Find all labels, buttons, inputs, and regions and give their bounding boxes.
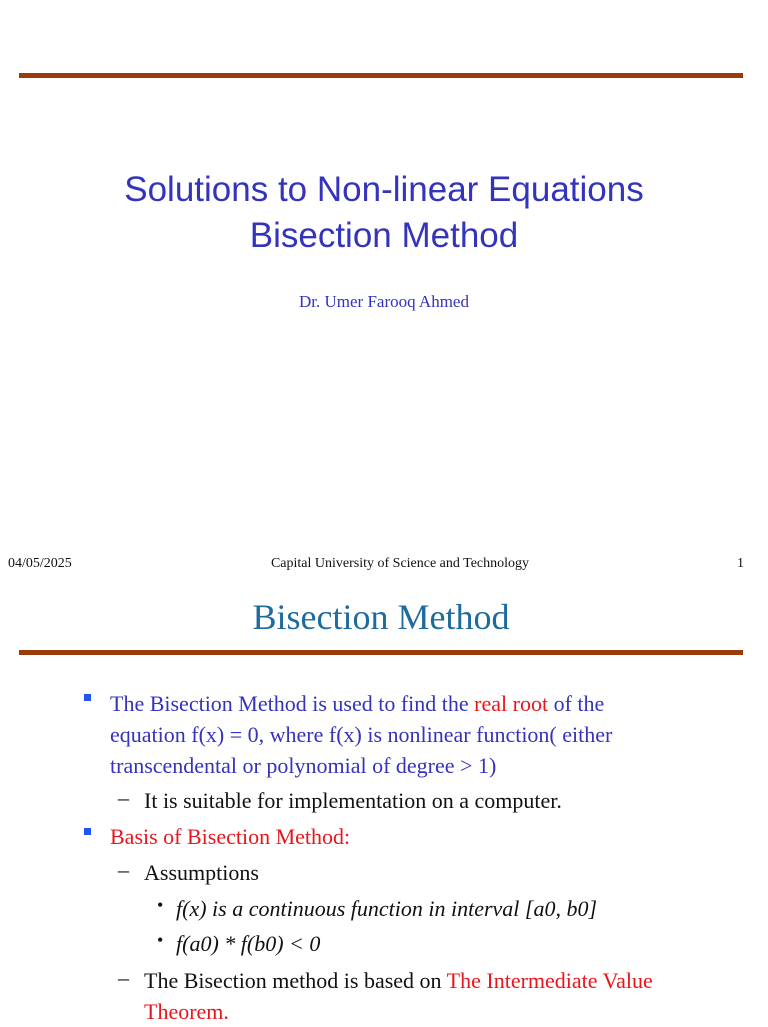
dash-bullet-icon: – — [118, 965, 129, 990]
dot-bullet-icon: • — [157, 930, 164, 950]
bullet-1-line-2: equation f(x) = 0, where f(x) is nonlinear function( either — [110, 722, 613, 747]
footer-institution: Capital University of Science and Technology — [270, 556, 530, 571]
ivt-text: The Bisection method is based on — [144, 968, 447, 993]
sub-bullet-ivt-line-1 — [144, 965, 653, 996]
dash-bullet-icon: – — [118, 857, 129, 882]
assumption-continuous: f(x) is a continuous function in interval [a0, b0] — [176, 896, 598, 921]
bullet-1-line-1 — [110, 688, 604, 719]
bullet-1-text: The Bisection Method is used to find the — [110, 691, 475, 716]
slide-title-line-2: Bisection Method — [249, 216, 519, 255]
bullet-1-line-3: transcendental or polynomial of degree > 1) — [110, 753, 497, 778]
ivt-highlight: The Intermediate Value — [446, 968, 653, 993]
slide-title-line-1: Solutions to Non-linear Equations — [124, 170, 644, 209]
basis-heading: Basis of Bisection Method: — [110, 824, 351, 849]
dot-bullet-icon: • — [157, 895, 164, 915]
bullet-1-text-end: of the — [548, 691, 605, 716]
footer-page-number: 1 — [737, 556, 744, 571]
square-bullet-icon — [84, 828, 91, 835]
section-heading: Bisection Method — [252, 597, 510, 637]
author-name: Dr. Umer Farooq Ahmed — [299, 292, 469, 311]
square-bullet-icon — [84, 694, 91, 701]
dash-bullet-icon: – — [118, 785, 129, 810]
real-root-highlight: real root — [474, 691, 549, 716]
sub-bullet-computer: It is suitable for implementation on a computer. — [144, 788, 562, 813]
footer-date: 04/05/2025 — [8, 556, 72, 571]
sub-bullet-ivt-line-2: Theorem. — [144, 999, 229, 1024]
sub-bullet-assumptions: Assumptions — [144, 860, 259, 885]
assumption-sign-change: f(a0) * f(b0) < 0 — [176, 931, 321, 956]
